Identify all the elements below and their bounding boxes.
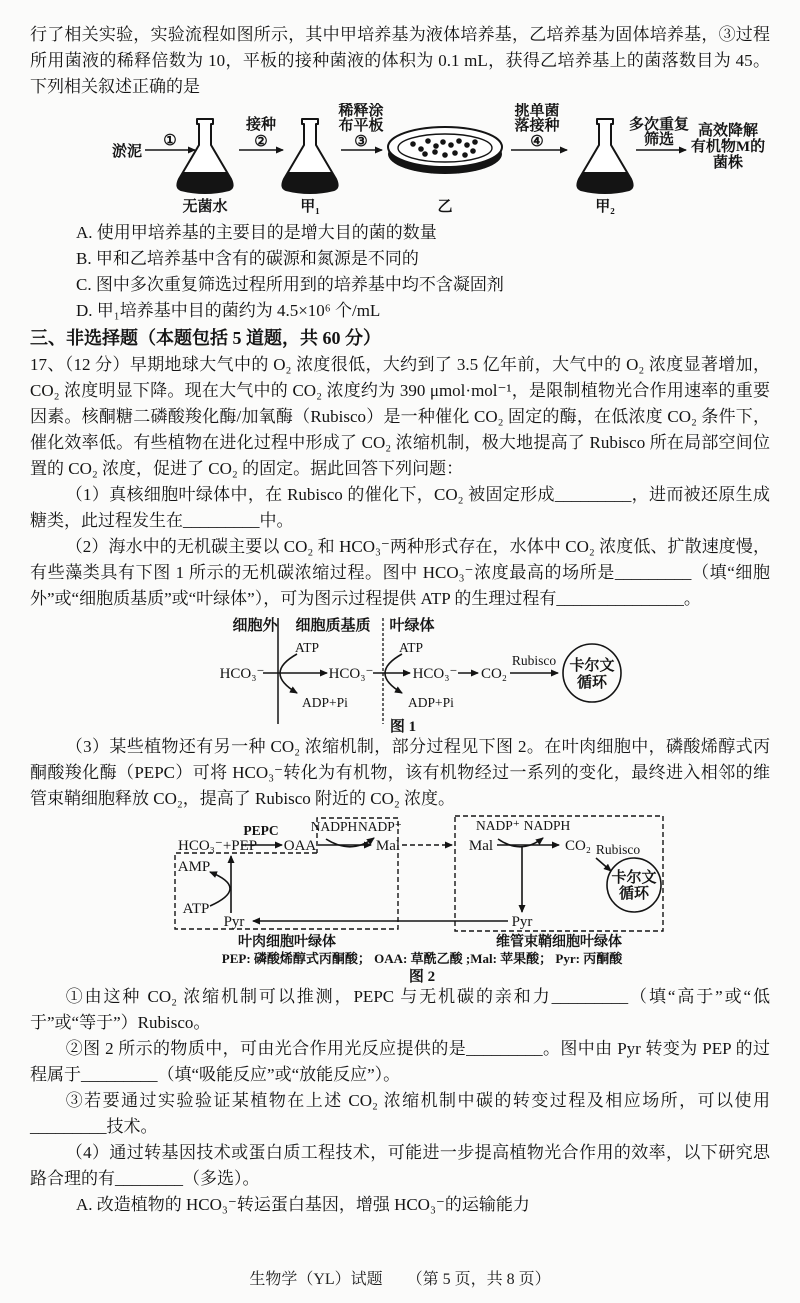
fig2-caption: 图 2 — [408, 969, 436, 984]
fig2-amp-label: AMP — [177, 859, 211, 875]
option-c: C. 图中多次重复筛选过程所用到的培养基中均不含凝固剂 — [76, 275, 504, 294]
fig2-legend: PEP: 磷酸烯醇式丙酮酸； OAA: 草酰乙酸 ;Mal: 苹果酸； Pyr: 丙酮酸 — [221, 951, 623, 966]
q17-part2: （2）海水中的无机碳主要以 CO₂ 和 HCO₃⁻两种形式存在，水体中 CO₂ 浓度低、扩散速度慢，有些藻类具有下图 1 所示的无机碳浓缩过程。图中 HCO₃⁻浓度最高的场所是_________（填“细胞外”或“细胞质基质”或“叶绿体”），可为图示过程提供 ATP 的生理过程有_______________。 — [30, 537, 770, 608]
flow-step1-badge: ① — [163, 133, 177, 149]
flow-step3-label-1: 稀释涂 — [338, 103, 384, 119]
fig2-rubisco-label: Rubisco — [595, 842, 641, 857]
q16-options — [30, 220, 770, 324]
flow-step2-label: 接种 — [245, 117, 277, 133]
dish-label: 乙 — [437, 199, 453, 215]
q17-sub3: ③若要通过实验验证某植物在上述 CO₂ 浓缩机制中碳的转变过程及相应场所，可以使用_________技术。 — [30, 1091, 770, 1136]
fig1-calvin-line-2: 循环 — [576, 675, 608, 691]
page-footer: 生物学（YL）试题 （第 5 页，共 8 页） — [249, 1271, 551, 1288]
q17-part3: （3）某些植物还有另一种 CO₂ 浓缩机制，部分过程见下图 2。在叶肉细胞中，磷酸烯醇式丙酮酸羧化酶（PEPC）可将 HCO₃⁻转化为有机物，该有机物经过一系列的变化，最终进入相邻的维管束鞘细胞释放 CO₂，提高了 Rubisco 附近的 CO₂ 浓度。 — [30, 737, 770, 808]
fig2-calvin-line-1: 卡尔文 — [611, 870, 657, 886]
fig2-atp-label: ATP — [182, 901, 210, 917]
fig2-nadp-right: NADP⁺ — [476, 818, 520, 833]
q17-stem: 17、（12 分）早期地球大气中的 O₂ 浓度很低，大约到了 3.5 亿年前，大气中的 O₂ 浓度显著增加，CO₂ 浓度明显下降。现在大气中的 CO₂ 浓度约为 390 μmol·mol⁻¹，是限制植物光合作用速率的重要因素。核酮糖二磷酸羧化酶/加氧酶（Rubisco）是一种催化 CO₂ 固定的酶，在低浓度 CO₂ 条件下，催化效率低。有些植物在进化过程中形成了 CO₂ 浓缩机制，极大地提高了 Rubisco 所在局部空间位置的 CO₂ 浓度，促进了 CO₂ 的固定。据此回答下列问题： — [30, 355, 770, 478]
petri-dish-icon — [388, 127, 502, 174]
fig2-input-label: HCO₃⁻+PEP — [178, 838, 258, 854]
option-b: B. 甲和乙培养基中含有的碳源和氮源是不同的 — [76, 249, 419, 268]
fig1-co2: CO₂ — [480, 666, 508, 682]
section-heading: 三、非选择题（本题包括 5 道题，共 60 分） — [30, 328, 381, 348]
fig1-calvin-line-1: 卡尔文 — [569, 658, 615, 674]
flow-step4-label-1: 挑单菌 — [514, 103, 560, 119]
flow-step5-label-1: 多次重复 — [628, 117, 690, 133]
option-d: D. 甲₁培养基中目的菌约为 4.5×10⁶ 个/mL — [76, 301, 381, 320]
fig2-atp-curve — [210, 872, 230, 906]
q17-part4: （4）通过转基因技术或蛋白质工程技术，可能进一步提高植物光合作用的效率，以下研究思路合理的有________（多选）。 — [30, 1143, 770, 1188]
fig1-region-chloroplast: 叶绿体 — [389, 618, 435, 634]
fig1-adp-1: ADP+Pi — [302, 695, 348, 710]
flow-step4-badge: ④ — [530, 134, 544, 150]
fig1-atp-2: ATP — [398, 640, 424, 655]
flask-icon-jia2 — [577, 119, 632, 193]
flow-result-line-1: 高效降解 — [697, 123, 759, 139]
flow-step2-badge: ② — [254, 134, 268, 150]
fig1-rubisco-label: Rubisco — [511, 653, 557, 668]
fig2-nadp-left: NADP⁺ — [358, 819, 402, 834]
flask3-label: 甲₂ — [595, 199, 615, 215]
flask-icon-jia1 — [282, 119, 337, 193]
fig2-mesophyll-label: 叶肉细胞叶绿体 — [238, 935, 336, 950]
fig1-atp-1: ATP — [294, 640, 320, 655]
fig2-pyr-left: Pyr — [223, 914, 245, 930]
flow-step4-label-2: 落接种 — [514, 118, 560, 134]
fig1-hco3-2: HCO₃⁻ — [328, 666, 374, 682]
flow-source-label: 淤泥 — [111, 144, 143, 160]
flask1-label: 无菌水 — [182, 199, 228, 215]
flow-result-line-3: 菌株 — [712, 155, 744, 171]
fig2-oaa-label: OAA — [283, 838, 317, 854]
fig2-pepc-label: PEPC — [243, 823, 279, 838]
fig2-nadph-right: NADPH — [523, 818, 571, 833]
fig2-mal-left: Mal — [375, 838, 401, 854]
intro-paragraph: 行了相关实验，实验流程如图所示，其中甲培养基为液体培养基，乙培养基为固体培养基，③过程所用菌液的稀释倍数为 10，平板的接种菌液的体积为 0.1 mL，获得乙培养基上的菌落数目为 45。下列相关叙述正确的是 — [30, 25, 770, 96]
fig2-bundle-sheath-label: 维管束鞘细胞叶绿体 — [496, 935, 622, 950]
q17-part1: （1）真核细胞叶绿体中，在 Rubisco 的催化下，CO₂ 被固定形成_________，进而被还原生成糖类，此过程发生在_________中。 — [30, 485, 770, 530]
q17-part4-option-a: A. 改造植物的 HCO₃⁻转运蛋白基因，增强 HCO₃⁻的运输能力 — [76, 1195, 530, 1214]
fig2-nadph-left: NADPH — [310, 819, 358, 834]
fig1-adp-2: ADP+Pi — [408, 695, 454, 710]
fig2-co2-label: CO₂ — [564, 838, 592, 854]
fig1-hco3-3: HCO₃⁻ — [412, 666, 458, 682]
fig2-arrow-rubisco — [596, 858, 611, 871]
q17-sub2: ②图 2 所示的物质中，可由光合作用光反应提供的是_________。图中由 Pyr 转变为 PEP 的过程属于_________（填“吸能反应”或“放能反应”）。 — [30, 1039, 770, 1084]
flow-step5-label-2: 筛选 — [643, 132, 675, 148]
flow-result-line-2: 有机物M的 — [690, 139, 766, 155]
flask-icon-sterile-water — [177, 119, 232, 193]
option-a: A. 使用甲培养基的主要目的是增大目的菌的数量 — [76, 223, 437, 242]
figure1-carbon-concentration-diagram — [145, 614, 665, 734]
flow-step3-label-2: 布平板 — [338, 118, 384, 134]
figure2-c4-pathway-diagram — [150, 814, 710, 984]
fig1-region-cytosol: 细胞质基质 — [295, 618, 371, 634]
fig1-hco3-1: HCO₃⁻ — [219, 666, 265, 682]
flow-step3-badge: ③ — [354, 134, 368, 150]
screening-flow-diagram — [85, 103, 775, 216]
fig2-mal-right: Mal — [468, 838, 494, 854]
fig1-caption: 图 1 — [389, 719, 417, 734]
flask2-label: 甲₁ — [300, 199, 320, 215]
q17-sub1: ①由这种 CO₂ 浓缩机制可以推测，PEPC 与无机碳的亲和力_________（填“高于”或“低于”或“等于”）Rubisco。 — [30, 987, 770, 1032]
fig2-calvin-line-2: 循环 — [618, 886, 650, 902]
fig1-region-extracellular: 细胞外 — [232, 618, 278, 634]
fig2-pyr-right: Pyr — [511, 914, 533, 930]
